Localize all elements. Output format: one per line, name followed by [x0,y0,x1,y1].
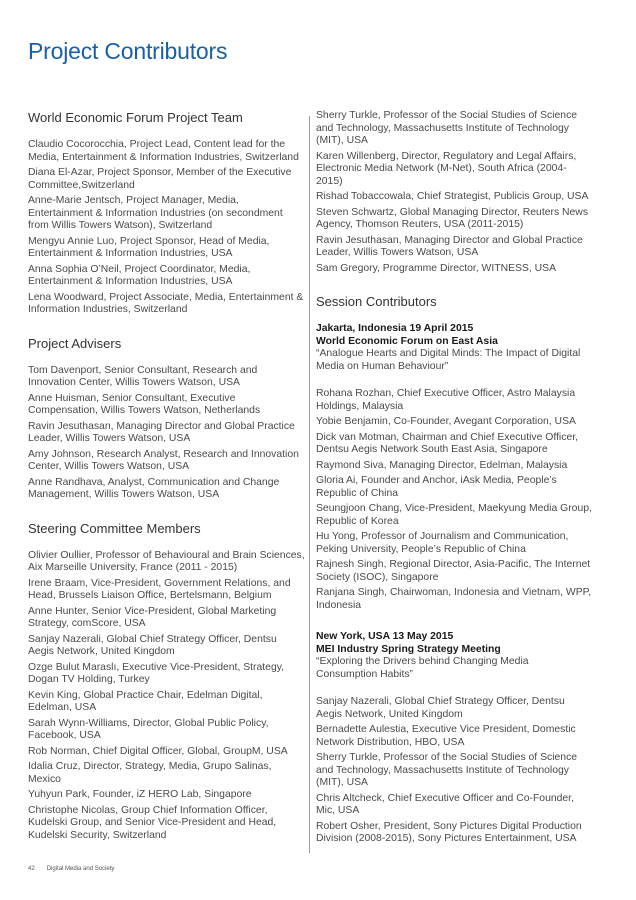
contributor-entry: Ravin Jesuthasan, Managing Director and Global Practice Leader, Willis Towers Watson, USA [316,234,583,258]
contributor-entry: Christophe Nicolas, Group Chief Information Officer, Kudelski Group, and Senior Vice-President and Head, Kudelski Security, Switzerland [28,804,277,841]
contributor-entry: Anna Sophia O’Neil, Project Coordinator, Media, Entertainment & Information Industries, USA [28,263,251,287]
contributor-entry: Karen Willenberg, Director, Regulatory and Legal Affairs, Electronic Media Network (M-Net), South Africa (2004-2015) [316,150,577,187]
session-location: New York, USA 13 May 2015 [316,631,454,642]
session-newyork [316,631,592,846]
contributor-entry: Claudio Cocorocchia, Project Lead, Content lead for the Media, Entertainment & Information Industries, Switzerland [28,139,299,163]
contributor-entry: Dick van Motman, Chairman and Chief Executive Officer, Dentsu Aegis Network South East Asia, Singapore [316,431,578,455]
contributor-entry: Irene Braam, Vice-President, Government Relations, and Head, Brussels Liaison Office, Bertelsmann, Belgium [28,577,291,601]
contributor-entry: Sherry Turkle, Professor of the Social Studies of Science and Technology, Massachusetts Institute of Technology (MIT), USA [316,752,578,788]
section-heading-session: Session Contributors [316,294,437,309]
right-column [316,110,592,849]
contributor-entry: Hu Yong, Professor of Journalism and Communication, Peking University, People’s Republic of China [316,531,569,555]
page-number: 42 [28,866,35,872]
forum-team-list [28,139,305,317]
contributor-entry: Rishad Tobaccowala, Chief Strategist, Publicis Group, USA [316,191,589,202]
contributor-entry: Kevin King, Global Practice Chair, Edelman Digital, Edelman, USA [28,689,263,713]
steering-list-continued [316,110,592,275]
contributor-entry: Sam Gregory, Programme Director, WITNESS, USA [316,262,556,274]
contributor-entry: Rob Norman, Chief Digital Officer, Global, GroupM, USA [28,745,288,757]
contributor-entry: Rajnesh Singh, Regional Director, Asia-Pacific, The Internet Society (ISOC), Singapore [316,559,591,583]
contributor-entry: Ravin Jesuthasan, Managing Director and Global Practice Leader, Willis Towers Watson, USA [28,420,295,444]
page-footer [28,866,114,872]
contributor-entry: Rohana Rozhan, Chief Executive Officer, Astro Malaysia Holdings, Malaysia [316,388,576,412]
section-heading-forum-team: World Economic Forum Project Team [28,110,243,125]
contributor-entry: Mengyu Annie Luo, Project Sponsor, Head of Media, Entertainment & Information Industries, USA [28,235,270,259]
contributor-entry: Robert Osher, President, Sony Pictures Digital Production Division (2008-2015), Sony Pictures Entertainment, USA [316,820,582,844]
contributor-entry: Tom Davenport, Senior Consultant, Research and Innovation Center, Willis Towers Watson, USA [28,364,258,388]
session-quote: “Analogue Hearts and Digital Minds: The Impact of Digital Media on Human Behaviour” [316,348,581,372]
contributor-entry: Sarah Wynn-Williams, Director, Global Public Policy, Facebook, USA [28,717,269,741]
contributor-entry: Sanjay Nazerali, Global Chief Strategy Officer, Dentsu Aegis Network, United Kingdom [316,696,565,720]
contributor-entry: Raymond Siva, Managing Director, Edelman, Malaysia [316,459,568,471]
advisers-list [28,365,305,502]
contributor-entry: Sherry Turkle, Professor of the Social Studies of Science and Technology, Massachusetts Institute of Technology (MIT), USA [316,110,578,146]
contributor-entry: Ozge Bulut Maraslı, Executive Vice-President, Strategy, Dogan TV Holding, Turkey [28,661,285,685]
session-quote: “Exploring the Drivers behind Changing Media Consumption Habits” [316,656,529,680]
contributor-entry: Olivier Oullier, Professor of Behavioural and Brain Sciences, Aix Marseille University, France (2011 - 2015) [28,549,305,573]
contributor-entry: Anne Hunter, Senior Vice-President, Global Marketing Strategy, comScore, USA [28,605,277,629]
contributor-entry: Steven Schwartz, Global Managing Director, Reuters News Agency, Thomson Reuters, USA (2011-2015) [316,206,589,230]
session-jakarta [316,323,592,612]
section-heading-advisers: Project Advisers [28,335,122,351]
column-divider [309,116,310,853]
session-location: Jakarta, Indonesia 19 April 2015 [316,323,474,334]
session-event: MEI Industry Spring Strategy Meeting [316,643,501,655]
contributor-entry: Chris Altcheck, Chief Executive Officer and Co-Founder, Mic, USA [316,792,574,816]
contributor-entry: Diana El-Azar, Project Sponsor, Member of the Executive Committee,Switzerland [28,167,292,191]
contributor-entry: Sanjay Nazerali, Global Chief Strategy Officer, Dentsu Aegis Network, United Kingdom [28,633,277,657]
contributor-entry: Yuhyun Park, Founder, iZ HERO Lab, Singapore [28,789,252,800]
contributor-entry: Idalia Cruz, Director, Strategy, Media, Grupo Salinas, Mexico [28,761,272,785]
contributor-entry: Gloria Ai, Founder and Anchor, iAsk Media, People’s Republic of China [316,475,557,499]
contributor-entry: Anne-Marie Jentsch, Project Manager, Media, Entertainment & Information Industries (on secondment from Willis Towers Watson), Switzerland [28,195,283,231]
left-column [28,110,305,845]
page-title: Project Contributors [28,38,228,64]
steering-list [28,550,305,843]
contributor-entry: Lena Woodward, Project Associate, Media, Entertainment & Information Industries, Switzerland [28,291,304,315]
contributor-entry: Anne Huisman, Senior Consultant, Executive Compensation, Willis Towers Watson, Netherlands [28,392,261,416]
session-event: World Economic Forum on East Asia [316,335,498,347]
contributor-entry: Amy Johnson, Research Analyst, Research and Innovation Center, Willis Towers Watson, USA [28,448,299,472]
contributor-entry: Anne Randhava, Analyst, Communication and Change Management, Willis Towers Watson, USA [28,476,280,500]
contributor-entry: Seungjoon Chang, Vice-President, Maekyung Media Group, Republic of Korea [316,503,592,527]
contributor-entry: Yobie Benjamin, Co-Founder, Avegant Corporation, USA [316,416,576,427]
contributor-entry: Ranjana Singh, Chairwoman, Indonesia and Vietnam, WPP, Indonesia [316,587,592,611]
contributor-entry: Bernadette Aulestia, Executive Vice President, Domestic Network Distribution, HBO, USA [316,724,576,748]
publication-name: Digital Media and Society [46,866,115,872]
section-heading-steering: Steering Committee Members [28,520,201,536]
